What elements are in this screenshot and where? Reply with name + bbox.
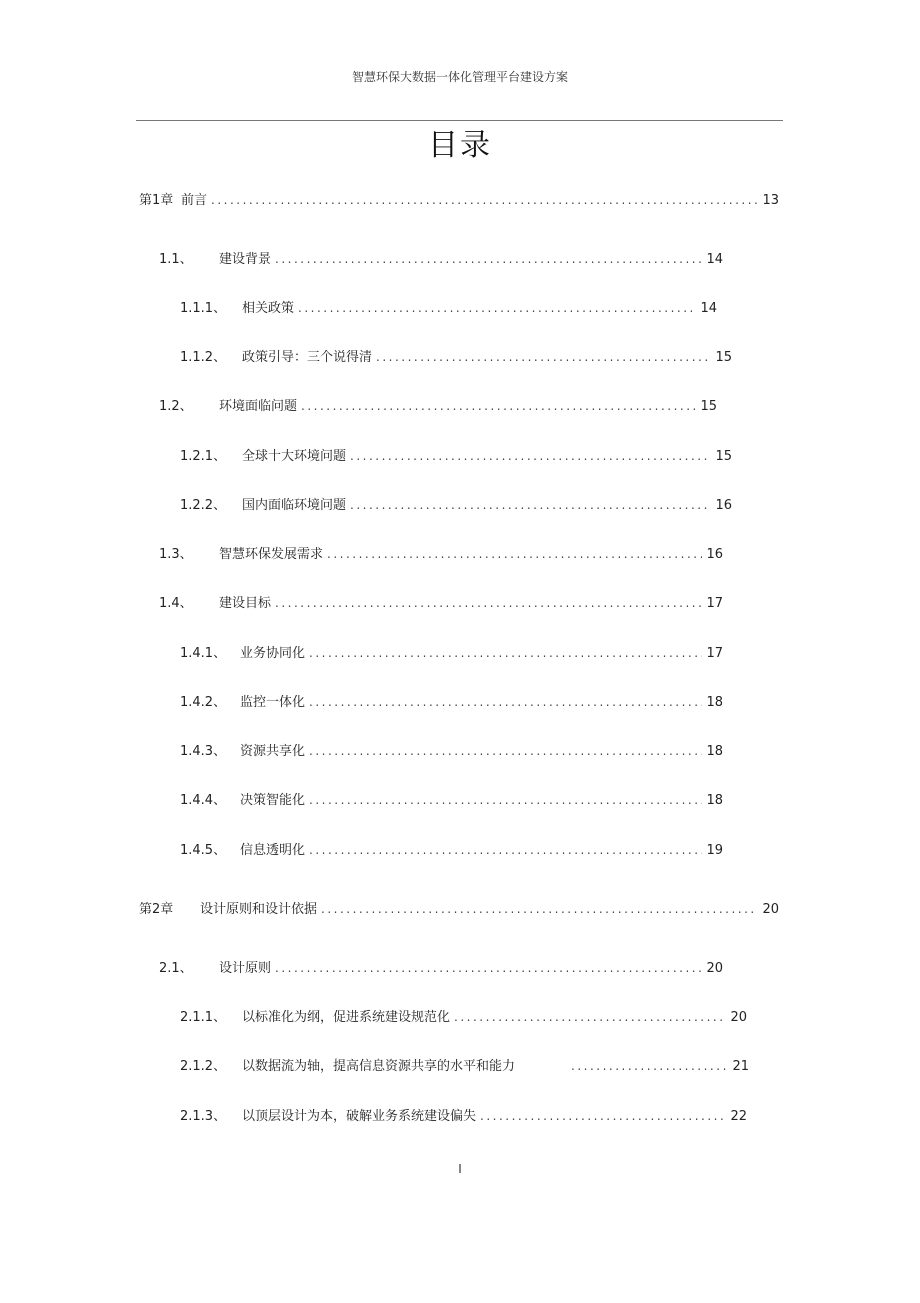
toc-dot-leader: [211, 190, 758, 210]
toc-dot-leader: [275, 958, 702, 978]
toc-entry-section-1-4-2[interactable]: [180, 692, 723, 712]
toc-entry-page: 20: [762, 902, 779, 917]
toc-entry-section-1-4-5[interactable]: [180, 840, 723, 860]
toc-entry-label: 决策智能化: [240, 793, 306, 808]
toc-dot-leader: [571, 1056, 728, 1076]
toc-entry-label: 政策引导：三个说得清: [242, 350, 373, 365]
toc-dot-leader: [309, 840, 702, 860]
toc-dot-leader: [298, 298, 696, 318]
toc-entry-page: 18: [706, 744, 723, 759]
toc-entry-section-2-1-1[interactable]: [180, 1007, 747, 1027]
toc-dot-leader: [454, 1007, 726, 1027]
toc-entry-number: 1.2、: [159, 399, 193, 414]
toc-entry-page: 14: [700, 301, 717, 316]
toc-entry-section-1-1[interactable]: [159, 249, 723, 269]
toc-dot-leader: [350, 446, 711, 466]
toc-entry-label: 智慧环保发展需求: [219, 547, 324, 562]
toc-entry-number: 1.4.2、: [180, 695, 227, 710]
toc-entry-page: 20: [706, 961, 723, 976]
toc-entry-page: 19: [706, 843, 723, 858]
toc-entry-number: 1.2.2、: [180, 498, 227, 513]
toc-entry-label: 环境面临问题: [219, 399, 298, 414]
toc-entry-page: 15: [715, 449, 732, 464]
toc-entry-page: 16: [715, 498, 732, 513]
toc-dot-leader: [327, 544, 702, 564]
toc-entry-section-1-4-1[interactable]: [180, 643, 723, 663]
toc-dot-leader: [309, 741, 702, 761]
toc-entry-page: 15: [700, 399, 717, 414]
toc-entry-page: 18: [706, 695, 723, 710]
toc-entry-page: 18: [706, 793, 723, 808]
toc-entry-chapter-1[interactable]: [139, 190, 779, 210]
toc-entry-label: 以标准化为纲，促进系统建设规范化: [242, 1010, 451, 1025]
toc-entry-number: 1.4.5、: [180, 843, 227, 858]
toc-entry-label: 信息透明化: [240, 843, 306, 858]
toc-dot-leader: [309, 790, 702, 810]
toc-entry-section-1-4-4[interactable]: [180, 790, 723, 810]
toc-entry-page: 15: [715, 350, 732, 365]
toc-entry-label: 监控一体化: [240, 695, 306, 710]
toc-entry-number: 1.1.2、: [180, 350, 227, 365]
toc-entry-section-1-2-1[interactable]: [180, 446, 732, 466]
toc-entry-page: 14: [706, 252, 723, 267]
toc-dot-leader: [301, 396, 696, 416]
toc-entry-number: 1.4.3、: [180, 744, 227, 759]
toc-entry-number: 2.1.2、: [180, 1059, 227, 1074]
toc-entry-page: 16: [706, 547, 723, 562]
toc-entry-page: 17: [706, 596, 723, 611]
toc-entry-section-1-2[interactable]: [159, 396, 717, 416]
toc-entry-section-1-1-1[interactable]: [180, 298, 717, 318]
toc-entry-label: 相关政策: [242, 301, 295, 316]
toc-dot-leader: [275, 249, 702, 269]
toc-entry-section-2-1-3[interactable]: [180, 1106, 747, 1126]
toc-entry-number: 1.4.1、: [180, 646, 227, 661]
toc-entry-label: 前言: [181, 193, 208, 208]
toc-title: 目录: [428, 128, 492, 163]
toc-entry-number: 1.4、: [159, 596, 193, 611]
toc-entry-number: 1.4.4、: [180, 793, 227, 808]
toc-entry-section-2-1[interactable]: [159, 958, 723, 978]
page-number: I: [458, 1162, 462, 1176]
toc-dot-leader: [376, 347, 711, 367]
toc-entry-page: 22: [730, 1109, 747, 1124]
toc-entry-number: 1.3、: [159, 547, 193, 562]
toc-dot-leader: [480, 1106, 726, 1126]
toc-dot-leader: [321, 899, 758, 919]
toc-entry-section-1-4[interactable]: [159, 593, 723, 613]
toc-entry-section-1-3[interactable]: [159, 544, 723, 564]
toc-entry-label: 全球十大环境问题: [242, 449, 347, 464]
toc-entry-label: 资源共享化: [240, 744, 306, 759]
toc-entry-number: 第1章: [139, 193, 174, 208]
toc-entry-section-1-4-3[interactable]: [180, 741, 723, 761]
toc-entry-number: 1.1、: [159, 252, 193, 267]
toc-dot-leader: [309, 643, 702, 663]
toc-entry-label: 国内面临环境问题: [242, 498, 347, 513]
toc-entry-number: 2.1.3、: [180, 1109, 227, 1124]
toc-entry-label: 建设背景: [219, 252, 272, 267]
toc-entry-label: 设计原则: [219, 961, 272, 976]
toc-entry-page: 21: [732, 1059, 749, 1074]
toc-entry-page: 17: [706, 646, 723, 661]
toc-dot-leader: [350, 495, 711, 515]
running-header: 智慧环保大数据一体化管理平台建设方案: [351, 70, 568, 84]
toc-entry-number: 1.1.1、: [180, 301, 227, 316]
toc-entry-label: 建设目标: [219, 596, 272, 611]
toc-entry-number: 2.1、: [159, 961, 193, 976]
toc-entry-number: 2.1.1、: [180, 1010, 227, 1025]
toc-entry-page: 13: [762, 193, 779, 208]
toc-entry-label: 设计原则和设计依据: [200, 902, 318, 917]
toc-dot-leader: [275, 593, 702, 613]
toc-entry-label: 以顶层设计为本，破解业务系统建设偏失: [242, 1109, 477, 1124]
toc-dot-leader: [309, 692, 702, 712]
toc-entry-number: 1.2.1、: [180, 449, 227, 464]
toc-entry-label: 以数据流为轴，提高信息资源共享的水平和能力: [242, 1059, 516, 1074]
toc-entry-label: 业务协同化: [240, 646, 306, 661]
toc-entry-number: 第2章: [139, 902, 174, 917]
toc-entry-section-2-1-2[interactable]: [180, 1056, 749, 1076]
toc-entry-section-1-1-2[interactable]: [180, 347, 732, 367]
toc-entry-page: 20: [730, 1010, 747, 1025]
toc-entry-chapter-2[interactable]: [139, 899, 779, 919]
toc-entry-section-1-2-2[interactable]: [180, 495, 732, 515]
